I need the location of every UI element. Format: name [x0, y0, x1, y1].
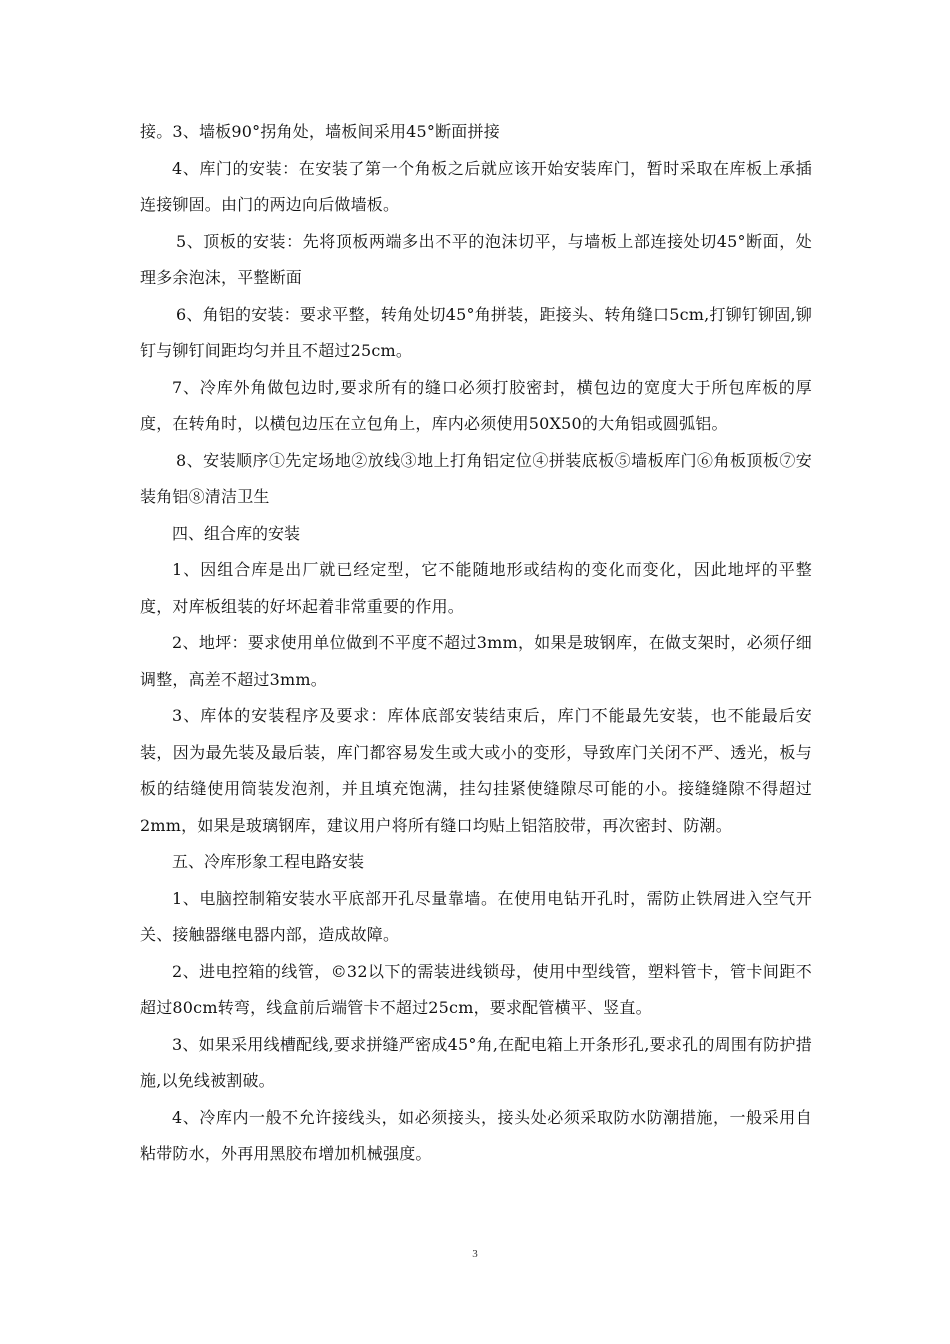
paragraph-wire-trough: 3、如果采用线槽配线,要求拼缝严密成45°角,在配电箱上开条形孔,要求孔的周围有防护措施,以免线被割破。: [140, 1034, 812, 1090]
paragraph-roof-installation: 5、顶板的安装：先将顶板两端多出不平的泡沫切平，与墙板上部连接处切45°断面，处理多余泡沫，平整断面: [140, 231, 812, 287]
section-heading-assembled-storage: 四、组合库的安装: [172, 523, 301, 543]
section-heading-electrical: 五、冷库形象工程电路安装: [172, 852, 365, 871]
paragraph-corner-aluminum: 6、角铝的安装：要求平整，转角处切45°角拼装，距接头、转角缝口5cm,打铆钉铆固,铆钉与铆钉间距均匀并且不超过25cm。: [140, 304, 812, 360]
paragraph-edge-wrapping: 7、冷库外角做包边时,要求所有的缝口必须打胶密封，横包边的宽度大于所包库板的厚度，在转角时，以横包边压在立包角上，库内必须使用50X50的大角铝或圆弧铝。: [140, 377, 812, 433]
paragraph-door-installation: 4、库门的安装：在安装了第一个角板之后就应该开始安装库门，暂时采取在库板上承插连接铆固。由门的两边向后做墙板。: [140, 158, 812, 214]
document-body: [140, 114, 812, 1173]
paragraph-install-sequence: 8、安装顺序①先定场地②放线③地上打角铝定位④拼装底板⑤墙板库门⑥角板顶板⑦安装角铝⑧清洁卫生: [140, 450, 812, 506]
paragraph-continuation: 接。3、墙板90°拐角处，墙板间采用45°断面拼接: [140, 122, 500, 141]
paragraph-install-procedure: 3、库体的安装程序及要求：库体底部安装结束后，库门不能最先安装，也不能最后安装，因为最先装及最后装，库门都容易发生或大或小的变形，导致库门关闭不严、透光，板与板的结缝使用筒装发泡剂，并且填充饱满，挂勾挂紧使缝隙尽可能的小。接缝缝隙不得超过2mm，如果是玻璃钢库，建议用户将所有缝口均贴上铝箔胶带，再次密封、防潮。: [140, 706, 812, 835]
paragraph-floor-requirement: 2、地坪：要求使用单位做到不平度不超过3mm，如果是玻钢库，在做支架时，必须仔细调整，高差不超过3mm。: [140, 633, 812, 689]
paragraph-conduit: 2、进电控箱的线管，©32以下的需装进线锁母，使用中型线管，塑料管卡，管卡间距不超过80cm转弯，线盒前后端管卡不超过25cm，要求配管横平、竖直。: [140, 961, 812, 1017]
page-number: 3: [472, 1248, 478, 1260]
paragraph-wire-joints: 4、冷库内一般不允许接线头，如必须接头，接头处必须采取防水防潮措施，一般采用自粘带防水，外再用黑胶布增加机械强度。: [140, 1107, 812, 1163]
paragraph-factory-shaped: 1、因组合库是出厂就已经定型，它不能随地形或结构的变化而变化，因此地坪的平整度，对库板组装的好坏起着非常重要的作用。: [140, 560, 812, 616]
paragraph-control-box: 1、电脑控制箱安装水平底部开孔尽量靠墙。在使用电钻开孔时，需防止铁屑进入空气开关、接触器继电器内部，造成故障。: [140, 888, 812, 944]
